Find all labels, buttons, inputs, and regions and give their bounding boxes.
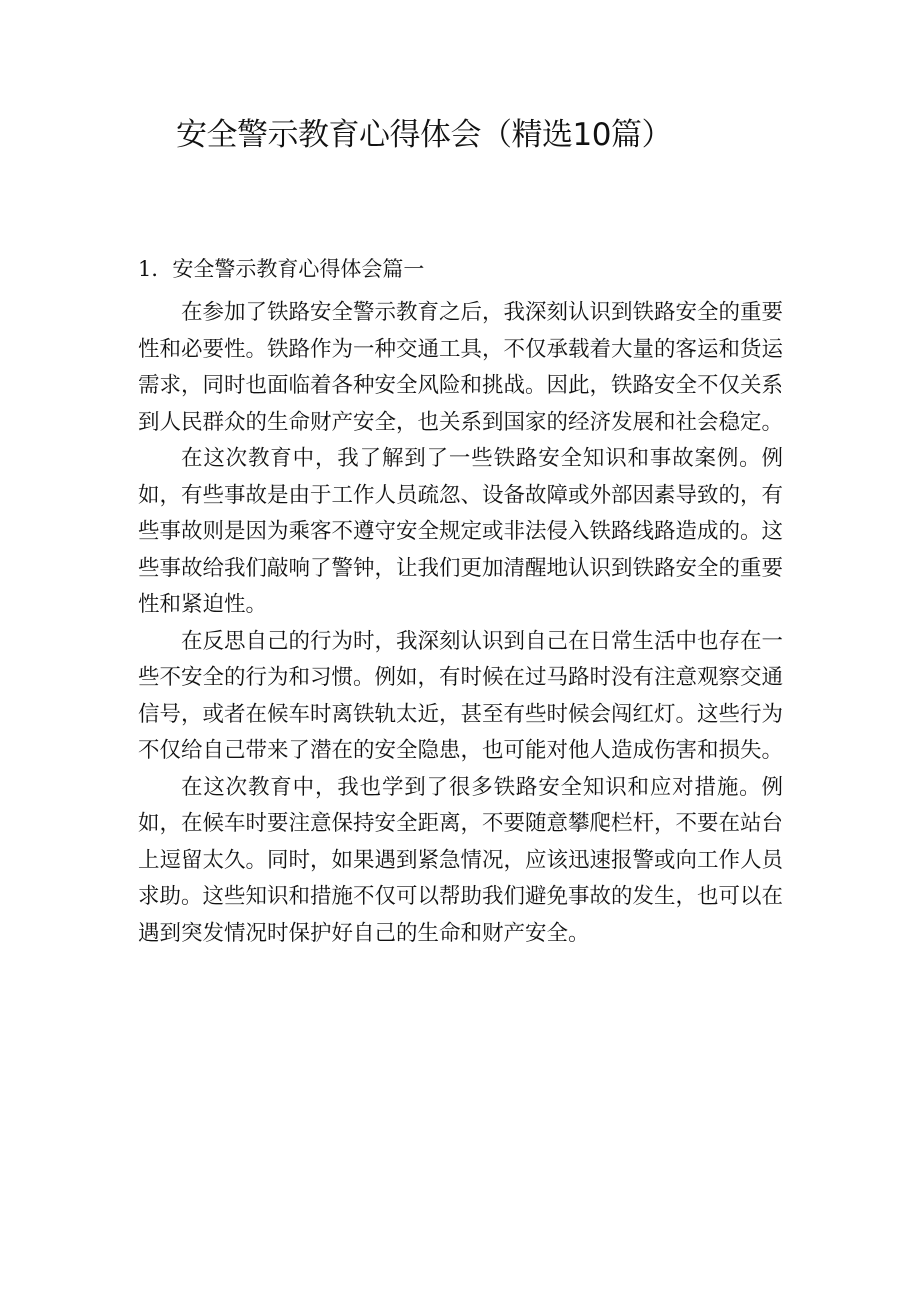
body-paragraph: 在这次教育中，我了解到了一些铁路安全知识和事故案例。例如，有些事故是由于工作人员疏忽、设备故障或外部因素导致的，有些事故则是因为乘客不遵守安全规定或非法侵入铁路线路造成的。这些事故给我们敲响了警钟，让我们更加清醒地认识到铁路安全的重要性和紧迫性。: [138, 446, 784, 617]
document-title: 安全警示教育心得体会（精选10篇）: [176, 117, 672, 153]
section-heading: 1．安全警示教育心得体会篇一: [138, 257, 425, 281]
body-paragraph: 在参加了铁路安全警示教育之后，我深刻认识到铁路安全的重要性和必要性。铁路作为一种交通工具，不仅承载着大量的客运和货运需求，同时也面临着各种安全风险和挑战。因此，铁路安全不仅关系到人民群众的生命财产安全，也关系到国家的经济发展和社会稳定。: [138, 300, 784, 435]
body-paragraph: 在反思自己的行为时，我深刻认识到自己在日常生活中也存在一些不安全的行为和习惯。例如，有时候在过马路时没有注意观察交通信号，或者在候车时离铁轨太近，甚至有些时候会闯红灯。这些行为不仅给自己带来了潜在的安全隐患，也可能对他人造成伤害和损失。: [138, 628, 784, 763]
body-paragraph: 在这次教育中，我也学到了很多铁路安全知识和应对措施。例如，在候车时要注意保持安全距离，不要随意攀爬栏杆，不要在站台上逗留太久。同时，如果遇到紧急情况，应该迅速报警或向工作人员求助。这些知识和措施不仅可以帮助我们避免事故的发生，也可以在遇到突发情况时保护好自己的生命和财产安全。: [138, 774, 784, 946]
document-body: [138, 295, 783, 952]
